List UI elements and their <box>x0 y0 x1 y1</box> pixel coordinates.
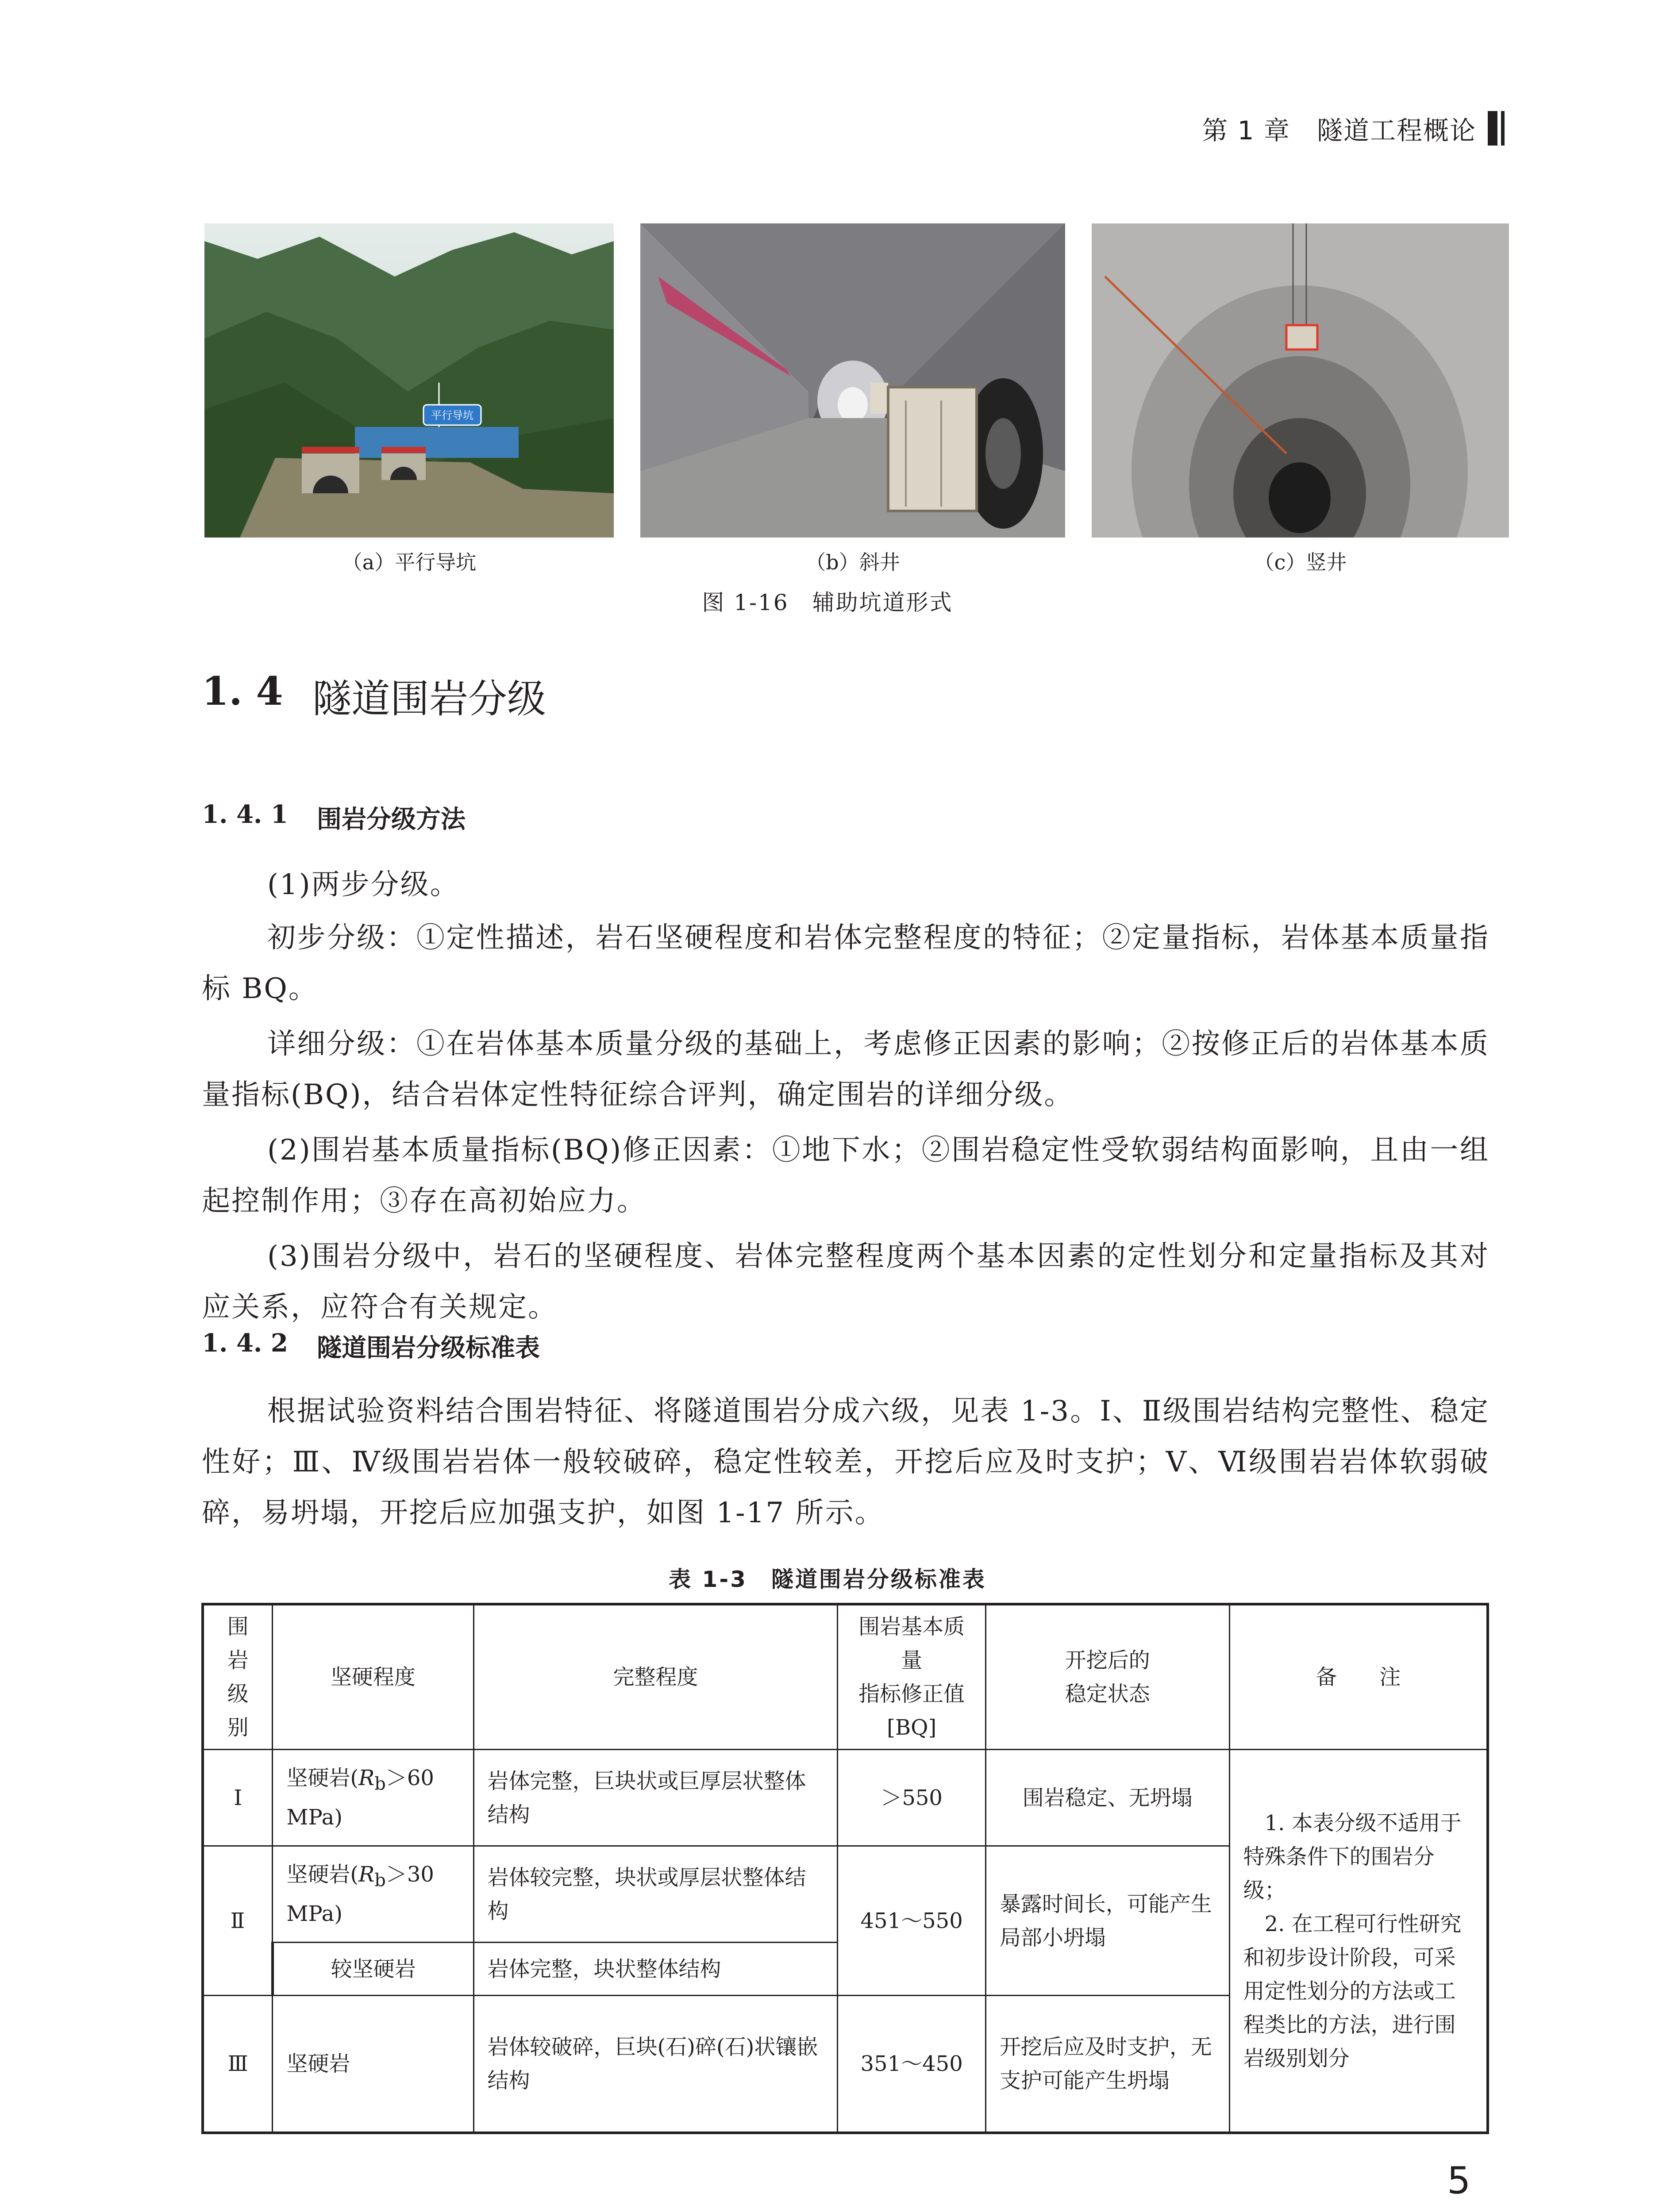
hardness-1-subscript: b <box>374 1774 386 1794</box>
paragraph-detailed-grading: 详细分级：①在岩体基本质量分级的基础上，考虑修正因素的影响；②按修正后的岩体基本质量指标(BQ)，结合岩体定性特征综合评判，确定围岩的详细分级。 <box>202 1028 1490 1111</box>
header-remarks: 备 注 <box>1229 1604 1488 1750</box>
photo-inclined-shaft <box>640 223 1065 538</box>
hardness-2-post: ＞30 MPa) <box>286 1862 434 1927</box>
running-header <box>1202 111 1505 146</box>
hardness-2-symbol: R <box>358 1862 375 1887</box>
subcaption-b: （b）斜井 <box>805 550 900 574</box>
remark-2: 2. 在工程可行性研究和初步设计阶段，可采用定性划分的方法或工程类比的方法，进行围岩级别划分 <box>1243 1911 1462 2071</box>
hardness-1-symbol: R <box>358 1765 375 1790</box>
subcaption-a: （a）平行导坑 <box>342 550 477 574</box>
photo-parallel-heading <box>204 223 614 538</box>
figure-1-16 <box>204 223 1509 538</box>
subsection-heading-1 <box>202 800 466 835</box>
table-caption: 表 1-3 隧道围岩分级标准表 <box>669 1567 986 1592</box>
chapter-title: 第 1 章 隧道工程概论 <box>1202 115 1476 146</box>
cell-bq-1: ＞550 <box>838 1750 985 1846</box>
cell-hardness-2b: 较坚硬岩 <box>273 1943 473 1996</box>
cell-hardness-3: 坚硬岩 <box>273 1996 473 2133</box>
header-bq-line2: 指标修正值 <box>858 1682 965 1706</box>
figure-caption: 图 1-16 辅助坑道形式 <box>702 590 953 615</box>
cell-hardness-2 <box>273 1846 473 1943</box>
cell-bq-2: 451～550 <box>838 1846 985 1996</box>
header-grade <box>203 1604 273 1750</box>
table-row-grade-1 <box>203 1750 1488 1846</box>
subcaption-c: （c）竖井 <box>1254 550 1347 574</box>
page-number: 5 <box>1447 2159 1471 2202</box>
paragraph-two-step: (1)两步分级。 <box>267 868 460 901</box>
hardness-2-pre: 坚硬岩( <box>286 1862 359 1887</box>
table-header-row <box>203 1604 1488 1750</box>
header-hardness: 坚硬程度 <box>273 1604 473 1750</box>
subsection-heading-2 <box>202 1329 540 1364</box>
header-grade-line1: 围岩 <box>227 1614 249 1673</box>
header-thick-bar <box>1488 111 1497 146</box>
hardness-2-subscript: b <box>374 1870 386 1891</box>
hardness-1-post: ＞60 MPa) <box>286 1765 434 1830</box>
cell-integrity-1: 岩体完整，巨块状或巨厚层状整体结构 <box>473 1750 838 1846</box>
section-heading <box>202 668 546 724</box>
cell-grade-2: Ⅱ <box>203 1846 273 1996</box>
section-number: 1. 4 <box>202 668 283 714</box>
cell-integrity-2: 岩体较完整，块状或厚层状整体结构 <box>473 1846 838 1943</box>
sign-parallel-heading: 平行导坑 <box>431 409 473 422</box>
header-stability <box>985 1604 1229 1750</box>
header-grade-line2: 级别 <box>227 1682 249 1740</box>
paragraph-bq-correction: (2)围岩基本质量指标(BQ)修正因素：①地下水；②围岩稳定性受软弱结构面影响，且由一组起控制作用；③存在高初始应力。 <box>202 1134 1490 1217</box>
cell-remarks <box>1229 1750 1488 2133</box>
header-integrity: 完整程度 <box>473 1604 838 1750</box>
subsection-number-1: 1. 4. 1 <box>202 800 288 829</box>
subsection-title-1: 围岩分级方法 <box>317 805 466 834</box>
header-stability-line1: 开挖后的 <box>1065 1648 1150 1673</box>
cell-integrity-2b: 岩体完整，块状整体结构 <box>473 1943 838 1996</box>
cell-hardness-1 <box>273 1750 473 1846</box>
paragraph-six-grades: 根据试验资料结合围岩特征、将隧道围岩分成六级，见表 1-3。Ⅰ、Ⅱ级围岩结构完整性、稳定性好；Ⅲ、Ⅳ级围岩岩体一般较破碎，稳定性较差，开挖后应及时支护；Ⅴ、Ⅵ级围岩岩体软弱破碎，易坍塌，开挖后应加强支护，如图 1-17 所示。 <box>202 1395 1490 1529</box>
photo-vertical-shaft <box>1092 223 1509 538</box>
header-bq <box>838 1604 985 1750</box>
header-bq-line1: 围岩基本质量 <box>858 1614 965 1673</box>
cell-grade-1: Ⅰ <box>203 1750 273 1846</box>
cell-stability-2: 暴露时间长，可能产生局部小坍塌 <box>985 1846 1229 1996</box>
paragraph-qualitative: (3)围岩分级中，岩石的坚硬程度、岩体完整程度两个基本因素的定性划分和定量指标及其对应关系，应符合有关规定。 <box>202 1240 1490 1324</box>
cell-bq-3: 351～450 <box>838 1996 985 2133</box>
remark-1: 1. 本表分级不适用于特殊条件下的围岩分级； <box>1243 1810 1462 1903</box>
cell-stability-3: 开挖后应及时支护，无支护可能产生坍塌 <box>985 1996 1229 2133</box>
subsection-title-2: 隧道围岩分级标准表 <box>317 1333 540 1363</box>
header-stability-line2: 稳定状态 <box>1065 1682 1150 1706</box>
cell-stability-1: 围岩稳定、无坍塌 <box>985 1750 1229 1846</box>
cell-grade-3: Ⅲ <box>203 1996 273 2133</box>
section-title: 隧道围岩分级 <box>312 676 547 722</box>
cell-integrity-3: 岩体较破碎，巨块(石)碎(石)状镶嵌结构 <box>473 1996 838 2133</box>
header-bq-line3: [BQ] <box>887 1715 937 1740</box>
header-thin-bar <box>1501 111 1505 146</box>
rock-grade-table <box>201 1603 1489 2134</box>
subsection-number-2: 1. 4. 2 <box>202 1329 288 1358</box>
hardness-1-pre: 坚硬岩( <box>286 1765 359 1790</box>
paragraph-initial-grading: 初步分级：①定性描述，岩石坚硬程度和岩体完整程度的特征；②定量指标，岩体基本质量指标 BQ。 <box>202 922 1490 1005</box>
